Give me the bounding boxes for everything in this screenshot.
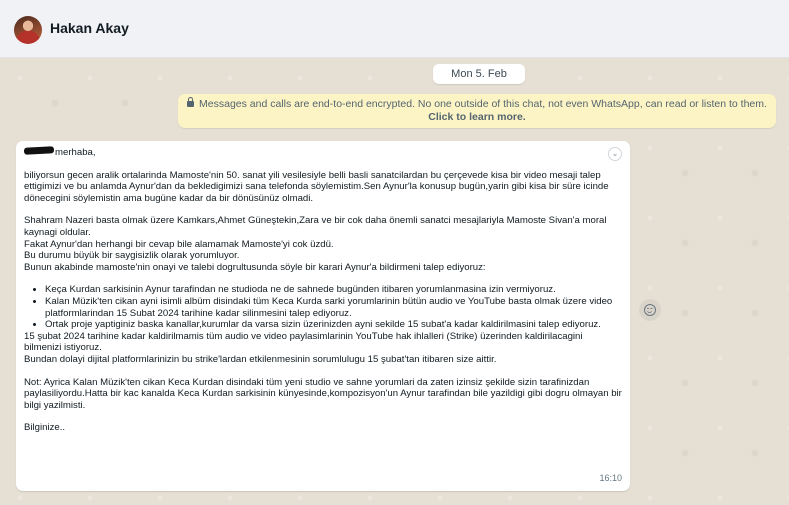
message-line: 15 şubat 2024 tarihine kadar kaldirilmamis tüm audio ve video paylasimlarinin YouTube hak ihlalleri (Strike) üzerinden kaldirilacagini bilmenizi istiyoruz. bbox=[24, 330, 583, 354]
learn-more-link[interactable]: Click to learn more. bbox=[428, 111, 526, 123]
list-item: • Keça Kurdan sarkisinin Aynur tarafindan ne studioda ne de sahnede bugünden itibaren yorumlanmasina izin vermiyoruz. bbox=[45, 284, 622, 296]
list-item: • Ortak proje yaptiginiz baska kanallar,kurumlar da varsa sizin üzerinizden ayni sekilde 15 subat'a kadar kaldirilmasini talep ediyoruz. bbox=[45, 319, 622, 331]
list-item: • Kalan Müzik'ten cikan ayni isimli albüm disindaki tüm Keca Kurda sarki yorumlarinin bütün audio ve YouTube basta olmak üzere video platformlarindan 15 Subat 2024 tarihine kadar silinmesini talep ediyoruz. bbox=[45, 296, 622, 319]
message-timestamp: 16:10 bbox=[599, 473, 622, 484]
chevron-down-icon[interactable]: ⌄ bbox=[608, 147, 622, 161]
avatar[interactable] bbox=[14, 16, 42, 44]
message-line: Bundan dolayi dijital platformlarinizin bu strike'lardan etkilenmesinin sorumlulugu 15 şubat'tan itibaren size aittir. bbox=[24, 353, 497, 365]
chat-header bbox=[0, 0, 789, 58]
message-note: Not: Ayrica Kalan Müzik'ten cikan Keca Kurdan disindaki tüm yeni studio ve sahne yorumlari da zaten izinsiz şekilde sizin tarafinizdan paylasiliyordu.Hatta bir kac kanalda Keca Kurdan sarkisinin künyesinde,kompozisyon'un Aynur tarafindan bile yazildigi gibi dogru olmayan bir bilgi yazilmisti. bbox=[24, 376, 622, 411]
contact-name[interactable]: Hakan Akay bbox=[50, 20, 129, 36]
message-line: Fakat Aynur'dan herhangi bir cevap bile alamamak Mamoste'yi cok üzdü. bbox=[24, 238, 334, 250]
encryption-text: Messages and calls are end-to-end encrypted. No one outside of this chat, not even WhatsApp, can read or listen to them. bbox=[199, 98, 767, 110]
lock-icon bbox=[187, 101, 194, 107]
message-paragraph: biliyorsun gecen aralik ortalarinda Mamoste'nin 50. sanat yili vesilesiyle belli basli sanatcilardan bu çerçevede kisa bir video mesaji talep ettigimizi ve bu anlamda Aynur'dan da bekledigimizi sana telefonda söylemistim.Sen Aynur'la konusup bugün,yarin gibi kisa bir süre icinde dönecegini söylemistin ama bugüne kadar da bir dönüsünüz olmadi. bbox=[24, 169, 609, 204]
chat-panel bbox=[0, 58, 789, 505]
redaction-mark bbox=[24, 146, 54, 155]
message-line: Bu durumu büyük bir saygisizlik olarak yorumluyor. bbox=[24, 250, 240, 262]
message-bullet-list bbox=[24, 284, 622, 330]
message-line: Shahram Nazeri basta olmak üzere Kamkars,Ahmet Güneştekin,Zara ve bir cok daha önemli sanatci mesajlariyla Mamoste Sivan'a moral kaynagi oldular. bbox=[24, 215, 607, 238]
message-bubble[interactable] bbox=[16, 141, 630, 491]
message-closing: Bilginize.. bbox=[24, 422, 66, 434]
date-chip: Mon 5. Feb bbox=[433, 64, 525, 84]
smiley-icon bbox=[644, 304, 656, 316]
message-line: Bunun akabinde mamoste'nin onayi ve talebi dogrultusunda söyle bir karari Aynur'a bildirmeni talep ediyoruz: bbox=[24, 261, 486, 273]
react-button[interactable] bbox=[639, 299, 661, 321]
encryption-notice[interactable] bbox=[178, 94, 776, 128]
message-greeting: merhaba, bbox=[24, 147, 622, 159]
